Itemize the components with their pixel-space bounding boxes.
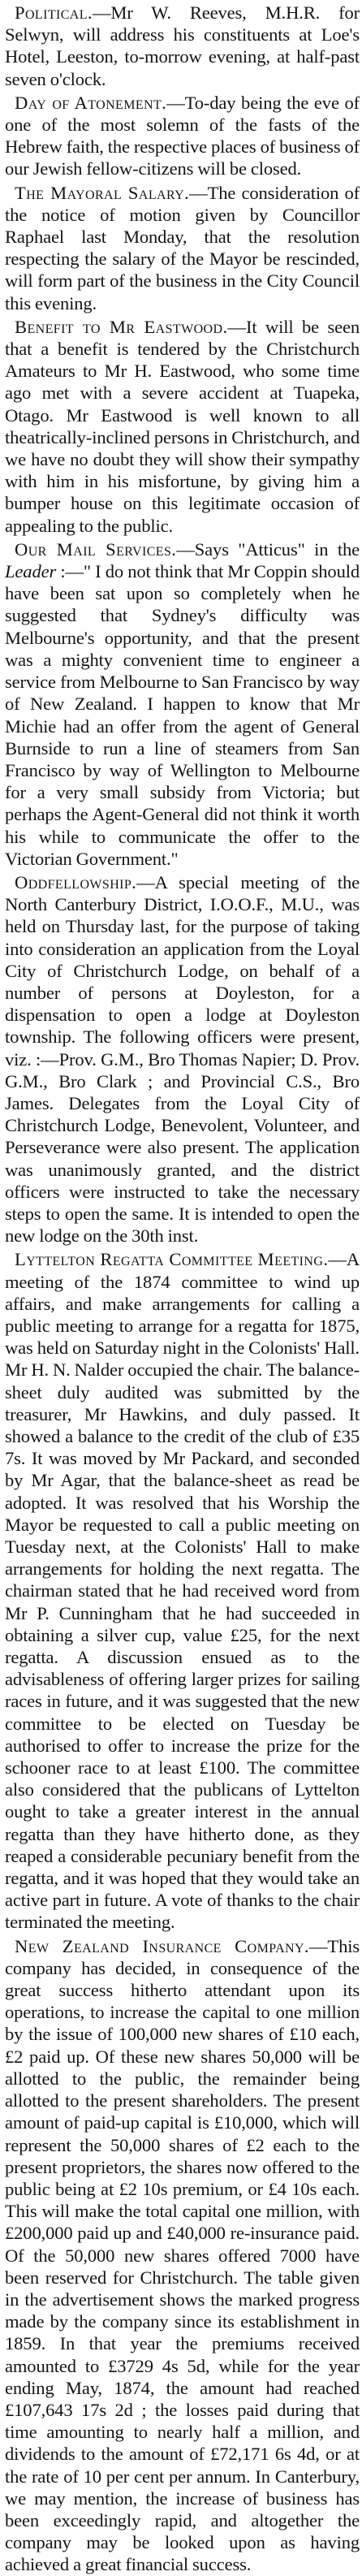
article-body: —This company has decided, in consequence of the great success hitherto attendant upon its operations, to increase the capital to one million by the issue of 100,000 new shares of £10 each, £2 paid up. Of these new shares 50,000 will be allotted to the public, the remainder being allotted to the present shareholders. The present amount of paid-up capital is £10,000, which will represent the 50,000 shares of £2 each to the present proprietors, the shares now offered to the public being at £2 10s premium, or £4 10s each. This will make the total capital one million, with £200,000 paid up and £40,000 re-insurance paid. Of the 50,000 new shares offered 7000 have been reserved for Christchurch. The table given in the advertisement shows the marked progress made by the company since its establishment in 1859. In that year the premiums received amounted to £3729 4s 5d, while for the year ending May, 1874, the amount had reached £107,643 17s 2d ; the losses paid during that time amounting to nearly half a million, and dividends to the amount of £72,171 6s 4d, or at the rate of 10 per cent per annum. In Canterbury, we may mention, the increase of business has been exceedingly rapid, and altogether the company may be looked upon as having achieved a great financial success. bbox=[5, 1935, 360, 2575]
article-benefit-to-mr-eastwood bbox=[5, 316, 360, 537]
article-body: —Mr W. Reeves, M.H.R. for Selwyn, will address his constituents at Loe's Hotel, Leeston, to-morrow evening, at half-past seven o'clock. bbox=[5, 2, 360, 89]
article-body: —Says "Atticus" in the bbox=[176, 538, 360, 560]
article-oddfellowship bbox=[5, 871, 360, 1247]
article-headline: The Mayoral Salary. bbox=[15, 182, 190, 203]
article-body: —A special meeting of the North Canterbury District, I.O.O.F., M.U., was held on Thursday last, for the purpose of taking into consideration an application from the Loyal City of Christchurch Lodge, on behalf of a number of persons at Doyleston, for a dispensation to open a lodge at Doyleston township. The following officers were present, viz. :—Prov. G.M., Bro Thomas Napier; D. Prov. G.M., Bro Clark ; and Provincial C.S., Bro James. Delegates from the Loyal City of Christchurch Lodge, Benevolent, Volunteer, and Perseverance were also present. The application was unanimously granted, and the district officers were instructed to take the necessary steps to open the same. It is intended to open the new lodge on the 30th inst. bbox=[5, 871, 360, 1247]
article-body: —A meeting of the 1874 committee to wind up affairs, and make arrangements for calling a public meeting to arrange for a regatta for 1875, was held on Saturday night in the Colonists' Hall. Mr H. N. Nalder occupied the chair. The balance-sheet duly audited was submitted by the treasurer, Mr Hawkins, and duly passed. It showed a balance to the credit of the club of £35 7s. It was moved by Mr Packard, and seconded by Mr Agar, that the balance-sheet as read be adopted. It was resolved that his Worship the Mayor be requested to call a public meeting on Tuesday next, at the Colonists' Hall to make arrangements for holding the next regatta. The chairman stated that he had received word from Mr P. Cunningham that he had succeeded in obtaining a silver cup, value £25, for the next regatta. A discussion ensued as to the advisableness of offering larger prizes for sailing races in future, and it was suggested that the new committee to be elected on Tuesday be authorised to offer to increase the prize for the schooner race to at least £100. The committee also considered that the publicans of Lyttelton ought to take a greater interest in the annual regatta than they have hitherto done, as they reaped a considerable pecuniary benefit from the regatta, and it was hoped that they would take an active part in future. A vote of thanks to the chair terminated the meeting. bbox=[5, 1249, 360, 1933]
article-headline: Benefit to Mr Eastwood. bbox=[15, 316, 228, 337]
article-headline: Day of Atonement. bbox=[15, 92, 167, 113]
article-body: —It will be seen that a benefit is tendered by the Christchurch Amateurs to Mr H. Eastwood, who some time ago met with a severe accident at Tuapeka, Otago. Mr Eastwood is well known to all theatrically-inclined persons in Christchurch, and we have no doubt they will show their sympathy with him in his misfortune, by giving him a bumper house on this legitimate occasion of appealing to the public. bbox=[5, 316, 360, 536]
article-our-mail-services bbox=[5, 538, 360, 870]
article-headline: Our Mail Services. bbox=[15, 538, 177, 560]
article-new-zealand-insurance-company bbox=[5, 1935, 360, 2576]
article-headline: Political. bbox=[15, 2, 93, 23]
article-day-of-atonement bbox=[5, 92, 360, 180]
article-political bbox=[5, 2, 360, 90]
article-headline: Lyttelton Regatta Committee Meeting. bbox=[15, 1249, 329, 1270]
article-body: —To-day being the eve of one of the most solemn of the fasts of the Hebrew faith, the respective places of business of our Jewish fellow-citizens will be closed. bbox=[5, 92, 360, 179]
article-body: —The consideration of the notice of motion given by Councillor Raphael last Monday, that the resolution respecting the salary of the Mayor be rescinded, will form part of the business in the City Council this evening. bbox=[5, 182, 360, 313]
article-headline: Oddfellowship. bbox=[15, 871, 137, 893]
article-lyttelton-regatta-committee-meeting bbox=[5, 1248, 360, 1933]
article-headline: New Zealand Insurance Company. bbox=[15, 1935, 309, 1956]
article-source-title: Leader bbox=[5, 561, 57, 582]
article-the-mayoral-salary bbox=[5, 182, 360, 314]
article-body: :—" I do not think that Mr Coppin should have been sat upon so completely when he suggested that Sydney's difficulty was Melbourne's opportunity, and that the present was a mighty convenient time to engineer a service from Melbourne to San Francisco by way of New Zealand. I happen to know that Mr Michie had an offer from the agent of General Burnside to run a line of steamers from San Francisco by way of Wellington to Melbourne for a very small subsidy from Victoria; but perhaps the Agent-General did not think it worth his while to communicate the offer to the Victorian Government." bbox=[5, 561, 360, 869]
